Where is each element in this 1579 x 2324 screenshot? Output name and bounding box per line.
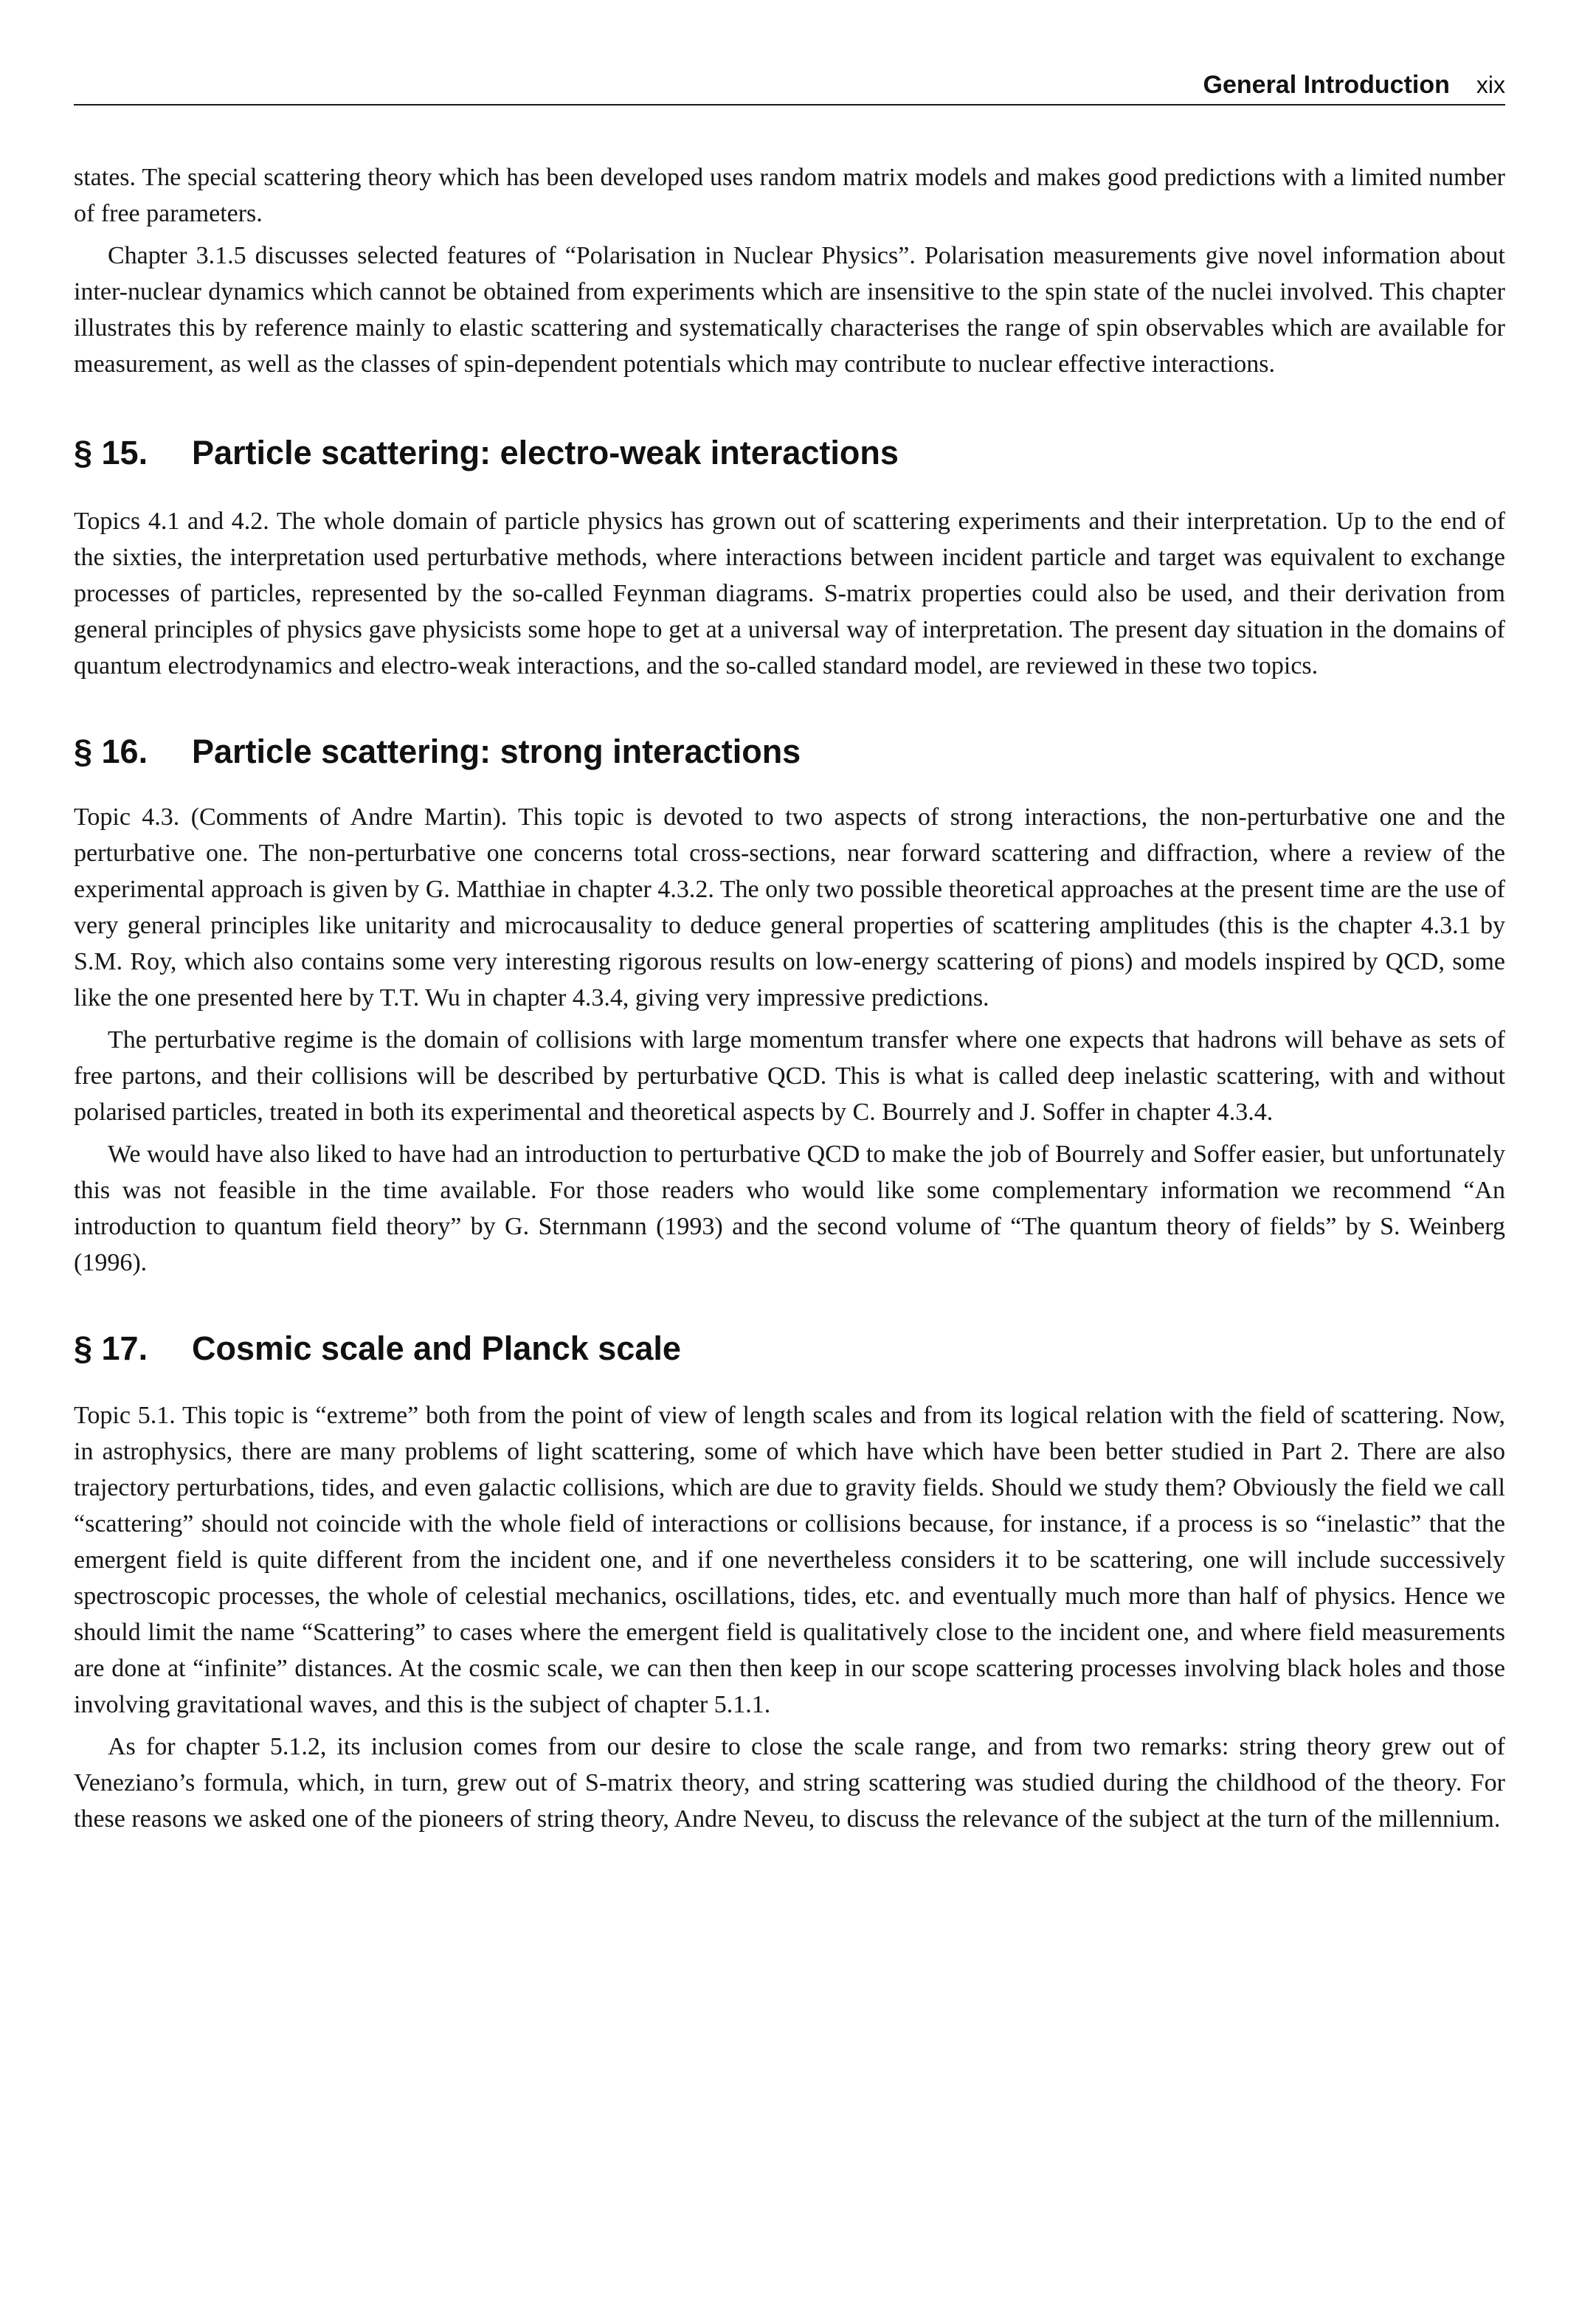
section-heading-16 (74, 731, 1505, 772)
page-number: xix (1476, 72, 1505, 98)
section-17-paragraph: Topic 5.1. This topic is “extreme” both from the point of view of length scales and from its logical relation with the field of scattering. Now, in astrophysics, there are many problems of light scattering, some of which have which have been better studied in Part 2. There are also trajectory perturbations, tides, and even galactic collisions, which are due to gravity fields. Should we study them? Obviously the field we call “scattering” should not coincide with the whole field of interactions or collisions because, for instance, if a process is so “inelastic” that the emergent field is quite different from the incident one, and if one nevertheless considers it to be scattering, one will include successively spectroscopic processes, the whole of celestial mechanics, oscillations, tides, etc. and eventually much more than half of physics. Hence we should limit the name “Scattering” to cases where the emergent field is qualitatively close to the incident one, and where field measurements are done at “infinite” distances. At the cosmic scale, we can then then keep in our scope scattering processes involving black holes and those involving gravitational waves, and this is the subject of chapter 5.1.1. (74, 1402, 1505, 1718)
section-number: § 15. (74, 434, 148, 471)
book-page (74, 0, 1505, 2324)
running-header-title: General Introduction (1203, 71, 1450, 99)
section-16-paragraph: Topic 4.3. (Comments of Andre Martin). This topic is devoted to two aspects of strong interactions, the non-perturbative one and the perturbative one. The non-perturbative one concerns total cross-sections, near forward scattering and diffraction, where a review of the experimental approach is given by G. Matthiae in chapter 4.3.2. The only two possible theoretical approaches at the present time are the use of very general principles like unitarity and microcausality to deduce general properties of scattering amplitudes (this is the chapter 4.3.1 by S.M. Roy, which also contains some very interesting rigorous results on low-energy scattering of pions) and models inspired by QCD, some like the one presented here by T.T. Wu in chapter 4.3.4, giving very impressive predictions. (74, 803, 1505, 1011)
section-16-paragraph: We would have also liked to have had an introduction to perturbative QCD to make the job of Bourrely and Soffer easier, but unfortunately this was not feasible in the time available. For those readers who would like some complementary information we recommend “An introduction to quantum field theory” by G. Sternmann (1993) and the second volume of “The quantum theory of fields” by S. Weinberg (1996). (74, 1141, 1505, 1276)
section-15-paragraph: Topics 4.1 and 4.2. The whole domain of particle physics has grown out of scattering experiments and their interpretation. Up to the end of the sixties, the interpretation used perturbative methods, where interactions between incident particle and target was equivalent to exchange processes of particles, represented by the so-called Feynman diagrams. S-matrix properties could also be used, and their derivation from general principles of physics gave physicists some hope to get at a universal way of interpretation. The present day situation in the domains of quantum electrodynamics and electro-weak interactions, and the so-called standard model, are reviewed in these two topics. (74, 508, 1505, 679)
section-title: Particle scattering: strong interactions (192, 733, 801, 770)
section-heading-17 (74, 1328, 1505, 1369)
intro-paragraph: Chapter 3.1.5 discusses selected features of “Polarisation in Nuclear Physics”. Polarisation measurements give novel information about inter-nuclear dynamics which cannot be obtained from experiments which are insensitive to the spin state of the nuclei involved. This chapter illustrates this by reference mainly to elastic scattering and systematically characterises the range of spin observables which are available for measurement, as well as the classes of spin-dependent potentials which may contribute to nuclear effective interactions. (74, 242, 1505, 378)
section-heading-15 (74, 432, 1505, 474)
header-rule (74, 104, 1505, 106)
section-17-paragraph: As for chapter 5.1.2, its inclusion comes from our desire to close the scale range, and from two remarks: string theory grew out of Veneziano’s formula, which, in turn, grew out of S-matrix theory, and string scattering was studied during the childhood of the theory. For these reasons we asked one of the pioneers of string theory, Andre Neveu, to discuss the relevance of the subject at the turn of the millennium. (74, 1733, 1505, 1833)
section-16-paragraph: The perturbative regime is the domain of collisions with large momentum transfer where one expects that hadrons will behave as sets of free partons, and their collisions will be described by perturbative QCD. This is what is called deep inelastic scattering, with and without polarised particles, treated in both its experimental and theoretical aspects by C. Bourrely and J. Soffer in chapter 4.3.4. (74, 1026, 1505, 1126)
section-title: Cosmic scale and Planck scale (192, 1329, 681, 1367)
running-header (1203, 71, 1505, 100)
section-title: Particle scattering: electro-weak interactions (192, 434, 899, 471)
intro-paragraph-continued: states. The special scattering theory which has been developed uses random matrix models and makes good predictions with a limited number of free parameters. (74, 164, 1505, 227)
section-number: § 16. (74, 733, 148, 770)
section-number: § 17. (74, 1329, 148, 1367)
page-body (74, 159, 1505, 1837)
